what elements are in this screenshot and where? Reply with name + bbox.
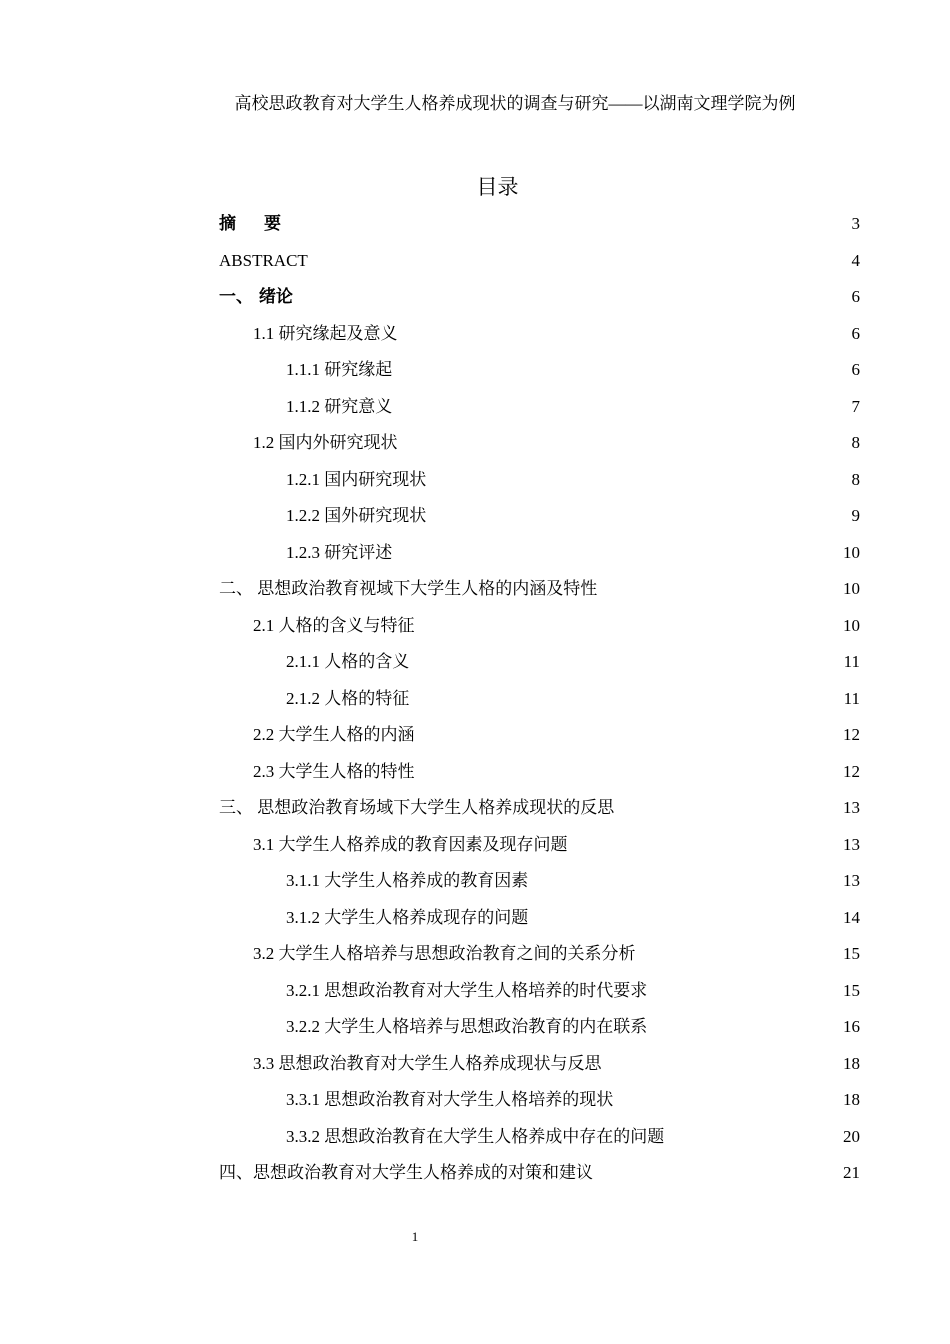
toc-entry-label: ABSTRACT	[219, 251, 308, 270]
toc-entry-label: 3.2.1 思想政治教育对大学生人格培养的时代要求	[286, 981, 648, 1000]
toc-entry-label: 3.1.2 大学生人格养成现存的问题	[286, 908, 529, 927]
toc-entry-label: 3.3 思想政治教育对大学生人格养成现状与反思	[253, 1054, 602, 1073]
toc-entry-page: 10	[843, 543, 860, 562]
toc-entry-section-1-2-3[interactable]	[286, 535, 860, 571]
toc-entry-section-3-3[interactable]	[253, 1046, 860, 1082]
toc-entry-page: 18	[843, 1054, 860, 1073]
toc-entry-abstract-cn[interactable]	[219, 206, 860, 242]
toc-entry-section-3-3-1[interactable]	[286, 1082, 860, 1118]
toc-entry-label: 1.1.1 研究缘起	[286, 360, 393, 379]
toc-entry-section-1-2-2[interactable]	[286, 498, 860, 534]
toc-entry-abstract-en[interactable]	[219, 243, 860, 279]
toc-entry-page: 3	[851, 214, 860, 233]
toc-entry-section-1-2-1[interactable]	[286, 462, 860, 498]
toc-entry-section-3-1-1[interactable]	[286, 863, 860, 899]
toc-entry-page: 12	[843, 762, 860, 781]
toc-entry-label: 3.2.2 大学生人格培养与思想政治教育的内在联系	[286, 1017, 648, 1036]
toc-entry-section-3-1[interactable]	[253, 827, 860, 863]
toc-entry-label: 1.1 研究缘起及意义	[253, 324, 398, 343]
toc-entry-label: 2.1.2 人格的特征	[286, 689, 410, 708]
toc-entry-label: 四、思想政治教育对大学生人格养成的对策和建议	[219, 1163, 593, 1182]
toc-entry-page: 16	[843, 1017, 860, 1036]
toc-entry-section-2-1-1[interactable]	[286, 644, 860, 680]
toc-entry-label: 二、 思想政治教育视域下大学生人格的内涵及特性	[219, 579, 598, 598]
toc-entry-label: 3.1.1 大学生人格养成的教育因素	[286, 871, 529, 890]
toc-entry-section-1-2[interactable]	[253, 425, 860, 461]
toc-entry-page: 21	[843, 1163, 860, 1182]
page-number: 1	[411, 1229, 419, 1244]
toc-entry-page: 12	[843, 725, 860, 744]
toc-entry-page: 10	[843, 616, 860, 635]
toc-entry-label: 2.1 人格的含义与特征	[253, 616, 415, 635]
toc-entry-section-2-2[interactable]	[253, 717, 860, 753]
toc-entry-page: 15	[843, 981, 860, 1000]
toc-entry-page: 13	[843, 871, 860, 890]
toc-entry-page: 18	[843, 1090, 860, 1109]
toc-entry-page: 6	[851, 287, 860, 306]
toc-entry-label: 1.2.3 研究评述	[286, 543, 393, 562]
toc-entry-section-3-2-1[interactable]	[286, 973, 860, 1009]
toc-entry-page: 13	[843, 798, 860, 817]
toc-entry-section-1-1-1[interactable]	[286, 352, 860, 388]
toc-entry-section-2-1-2[interactable]	[286, 681, 860, 717]
toc-entry-chapter-3[interactable]	[219, 790, 860, 826]
toc-entry-label: 3.2 大学生人格培养与思想政治教育之间的关系分析	[253, 944, 636, 963]
toc-entry-label: 摘 要	[219, 214, 293, 234]
toc-entry-chapter-1[interactable]	[219, 279, 860, 315]
toc-entry-section-1-1[interactable]	[253, 316, 860, 352]
toc-entry-section-2-3[interactable]	[253, 754, 860, 790]
toc-entry-label: 1.2.1 国内研究现状	[286, 470, 427, 489]
toc-entry-label: 1.2.2 国外研究现状	[286, 506, 427, 525]
toc-entry-label: 2.2 大学生人格的内涵	[253, 725, 415, 744]
toc-entry-page: 11	[843, 689, 860, 708]
toc-entry-label: 2.1.1 人格的含义	[286, 652, 410, 671]
toc-title: 目录	[476, 175, 519, 199]
toc-entry-label: 1.1.2 研究意义	[286, 397, 393, 416]
toc-entry-section-3-3-2[interactable]	[286, 1119, 860, 1155]
toc-entry-page: 9	[851, 506, 860, 525]
toc-entry-page: 10	[843, 579, 860, 598]
toc-entry-page: 14	[843, 908, 860, 927]
toc-entry-page: 13	[843, 835, 860, 854]
toc-entry-chapter-2[interactable]	[219, 571, 860, 607]
toc-entry-page: 7	[851, 397, 860, 416]
toc-entry-page: 20	[843, 1127, 860, 1146]
toc-entry-section-3-2[interactable]	[253, 936, 860, 972]
toc-entry-label: 三、 思想政治教育场域下大学生人格养成现状的反思	[219, 798, 615, 817]
toc-entry-page: 6	[851, 360, 860, 379]
toc-entry-label: 3.1 大学生人格养成的教育因素及现存问题	[253, 835, 568, 854]
toc-entry-page: 11	[843, 652, 860, 671]
toc-entry-page: 8	[851, 470, 860, 489]
toc-entry-label: 1.2 国内外研究现状	[253, 433, 398, 452]
toc-entry-label: 3.3.1 思想政治教育对大学生人格培养的现状	[286, 1090, 614, 1109]
toc-entry-page: 15	[843, 944, 860, 963]
toc-entry-page: 4	[851, 251, 860, 270]
toc-entry-label: 一、 绪论	[219, 287, 293, 307]
toc-entry-section-1-1-2[interactable]	[286, 389, 860, 425]
toc-entry-page: 6	[851, 324, 860, 343]
toc-entry-label: 2.3 大学生人格的特性	[253, 762, 415, 781]
toc-entry-label: 3.3.2 思想政治教育在大学生人格养成中存在的问题	[286, 1127, 665, 1146]
toc-entry-section-3-2-2[interactable]	[286, 1009, 860, 1045]
toc-entry-page: 8	[851, 433, 860, 452]
toc-entry-chapter-4[interactable]	[219, 1155, 860, 1191]
running-header: 高校思政教育对大学生人格养成现状的调查与研究——以湖南文理学院为例	[234, 94, 796, 113]
toc-entry-section-3-1-2[interactable]	[286, 900, 860, 936]
toc-entry-section-2-1[interactable]	[253, 608, 860, 644]
